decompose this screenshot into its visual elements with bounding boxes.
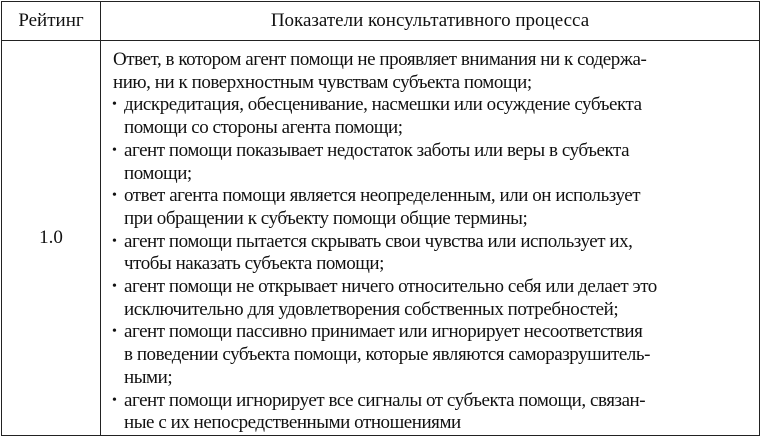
bullet-item: • агент помощи пассивно принимает или игнорирует несоответствия	[113, 321, 759, 344]
bullet-item-continuation: помощи со стороны агента помощи;	[124, 117, 403, 139]
header-indicators: Показатели консультативного процесса	[101, 2, 760, 41]
table-row	[2, 41, 760, 436]
bullet-item: • ответ агента помощи является неопределенным, или он использует	[113, 185, 759, 208]
bullet-item-continuation: ные с их непосредственными отношениями	[124, 412, 461, 434]
bullet-item: • агент помощи не открывает ничего относительно себя или делает это	[113, 276, 759, 299]
bullet-item-continuation: ными;	[124, 366, 173, 388]
indicators-cell	[101, 41, 760, 436]
bullet-item-continuation: помощи;	[124, 162, 192, 184]
intro-line: нию, ни к поверхностным чувствам субъекта помощи;	[113, 71, 532, 93]
bullet-item-continuation: при обращении к субъекту помощи общие термины;	[124, 207, 528, 229]
rating-table	[1, 1, 760, 436]
header-rating: Рейтинг	[2, 2, 101, 41]
bullet-item: • агент помощи показывает недостаток заботы или веры в субъекта	[113, 140, 759, 163]
bullet-item: • дискредитация, обесценивание, насмешки или осуждение субъекта	[113, 94, 759, 117]
bullet-item: • агент помощи игнорирует все сигналы от субъекта помощи, связан-	[113, 390, 759, 413]
intro-line: Ответ, в котором агент помощи не проявляет внимания ни к содержа-	[113, 49, 647, 70]
header-row	[2, 2, 760, 41]
bullet-item-continuation: в поведении субъекта помощи, которые являются саморазрушитель-	[124, 344, 651, 366]
rating-value: 1.0	[2, 41, 101, 436]
bullet-item: • агент помощи пытается скрывать свои чувства или использует их,	[113, 231, 759, 254]
bullet-item-continuation: чтобы наказать субъекта помощи;	[124, 253, 384, 275]
bullet-item-continuation: исключительно для удовлетворения собственных потребностей;	[124, 298, 619, 320]
